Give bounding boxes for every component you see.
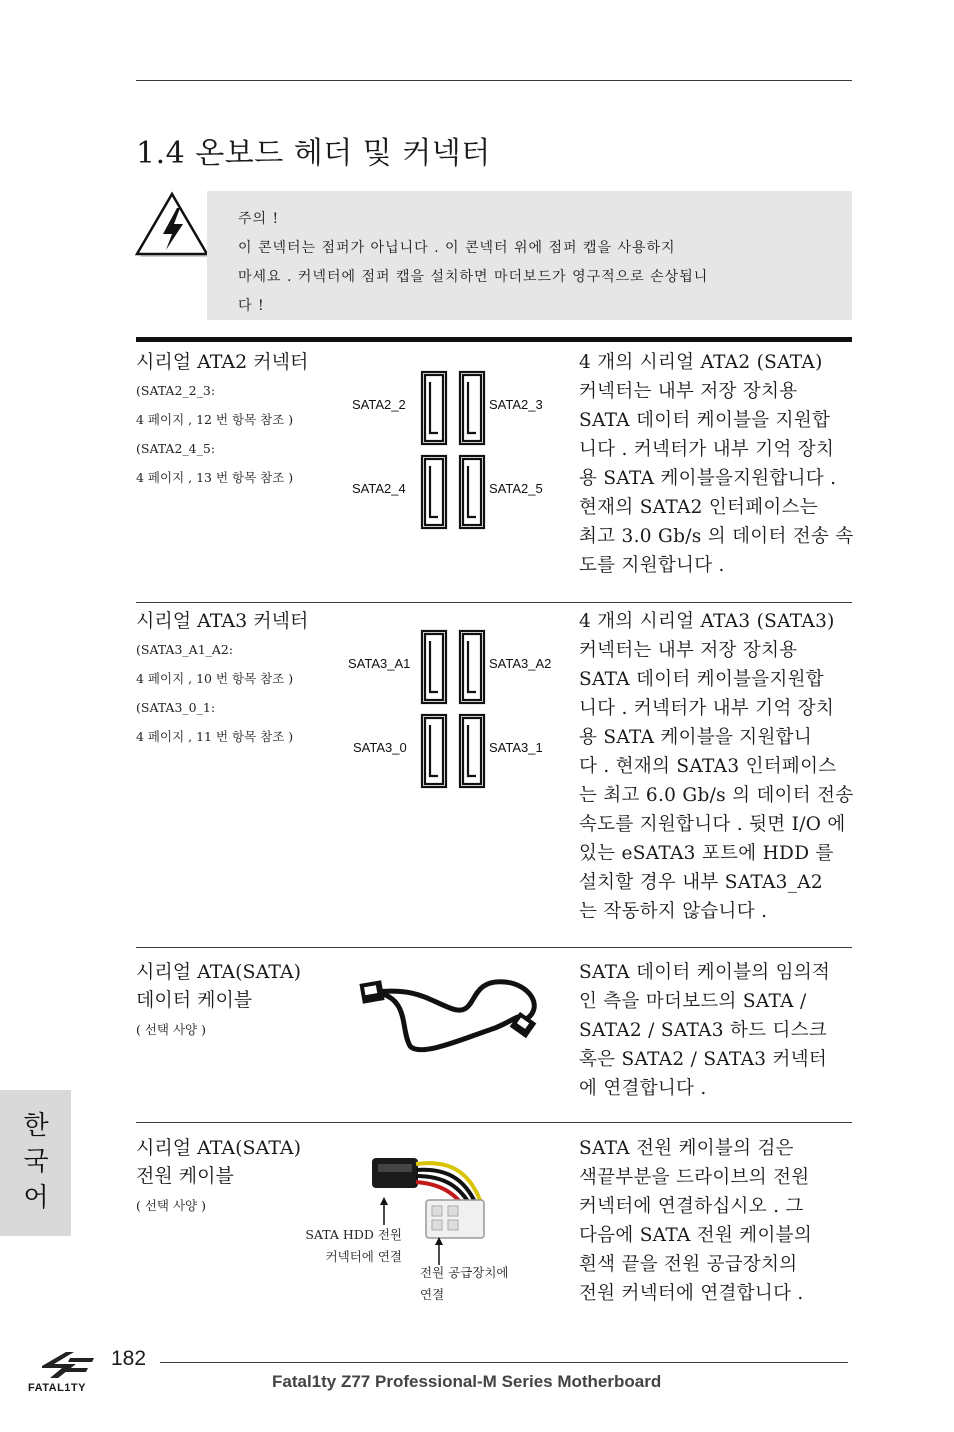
sata2-label-tl: SATA2_2	[352, 397, 406, 412]
cable-title	[136, 958, 301, 1014]
sata3-note: 4 페이지 , 10 번 항목 참조 )	[136, 671, 294, 686]
desc-line: SATA 데이터 케이블을지원합	[579, 669, 824, 690]
desc-line: 커넥터는 내부 저장 장치용	[579, 381, 798, 402]
desc-line: 니다 . 커넥터가 내부 기억 장치	[579, 698, 835, 719]
sata2-description	[579, 348, 854, 580]
sata2-note: 4 페이지 , 12 번 항목 참조 )	[136, 412, 294, 427]
language-side-tab	[0, 1090, 71, 1236]
desc-line: 현재의 SATA2 인터페이스는	[579, 497, 818, 518]
sata2-note: 4 페이지 , 13 번 항목 참조 )	[136, 470, 294, 485]
caution-line: 다 !	[238, 298, 265, 314]
power-description	[579, 1134, 812, 1308]
desc-line: 는 최고 6.0 Gb/s 의 데이터 전송	[579, 785, 854, 806]
desc-line: 도를 지원합니다 .	[579, 555, 725, 576]
sata2-label-bl: SATA2_4	[352, 481, 406, 496]
caution-line: 주의 !	[238, 211, 280, 227]
sata3-title: 시리얼 ATA3 커넥터	[136, 610, 309, 632]
desc-line: 색끝부분을 드라이브의 전원	[579, 1167, 810, 1188]
sata2-note: (SATA2_2_3:	[136, 383, 216, 398]
footer-rule	[160, 1362, 848, 1363]
sata-port-icon	[422, 715, 446, 787]
label-line: 전원 공급장치에	[420, 1265, 509, 1280]
desc-line: 전원 커넥터에 연결합니다 .	[579, 1283, 804, 1304]
hdd-power-label	[288, 1224, 402, 1268]
desc-line: SATA2 / SATA3 하드 디스크	[579, 1020, 828, 1041]
sata-port-icon	[422, 631, 446, 703]
power-title-line: 시리얼 ATA(SATA)	[136, 1137, 302, 1159]
sata3-note: (SATA3_0_1:	[136, 700, 216, 715]
footer-text: Fatal1ty Z77 Professional-M Series Motherboard	[272, 1372, 662, 1391]
page-title: 1.4 온보드 헤더 및 커넥터	[136, 136, 491, 171]
sata-port-icon	[422, 372, 446, 444]
language-tab-label: 한 국 어	[23, 1111, 49, 1213]
desc-line: 는 작동하지 않습니다 .	[579, 901, 768, 922]
sata-port-icon	[460, 372, 484, 444]
sata3-description	[579, 607, 854, 926]
sata-port-icon	[460, 715, 484, 787]
desc-line: 다 . 현재의 SATA3 인터페이스	[579, 756, 837, 777]
caution-line: 이 콘넥터는 점퍼가 아닙니다 . 이 콘넥터 위에 점퍼 캡을 사용하지	[238, 240, 676, 256]
desc-line: 커넥터는 내부 저장 장치용	[579, 640, 798, 661]
section-rule-thick	[136, 337, 852, 342]
desc-line: SATA 데이터 케이블의 임의적	[579, 962, 831, 983]
desc-line: 속도를 지원합니다 . 뒷면 I/O 에	[579, 814, 846, 835]
sata2-label-tr: SATA2_3	[489, 397, 543, 412]
desc-line: 다음에 SATA 전원 케이블의	[579, 1225, 812, 1246]
desc-line: SATA 데이터 케이블을 지원합	[579, 410, 831, 431]
desc-line: 인 측을 마더보드의 SATA /	[579, 991, 807, 1012]
desc-line: 용 SATA 케이블을 지원합니	[579, 727, 812, 748]
section-rule	[136, 1122, 852, 1123]
cable-title-line: 시리얼 ATA(SATA)	[136, 961, 302, 983]
caution-line: 마세요 . 커넥터에 점퍼 캡을 설치하면 마더보드가 영구적으로 손상됩니	[238, 269, 709, 285]
desc-line: 설치할 경우 내부 SATA3_A2	[579, 872, 823, 893]
cable-note: ( 선택 사양 )	[136, 1022, 206, 1037]
sata3-note: 4 페이지 , 11 번 항목 참조 )	[136, 729, 294, 744]
caution-text	[238, 205, 708, 321]
section-rule	[136, 602, 852, 603]
power-title	[136, 1134, 301, 1190]
sata2-note: (SATA2_4_5:	[136, 441, 216, 456]
arrow-up-icon	[378, 1197, 390, 1225]
page-number: 182	[111, 1347, 147, 1370]
sata3-label-br: SATA3_1	[489, 740, 543, 755]
sata3-connectors-diagram	[420, 629, 486, 791]
desc-line: 4 개의 시리얼 ATA2 (SATA)	[579, 352, 823, 373]
sata2-label-br: SATA2_5	[489, 481, 543, 496]
sata-port-icon	[460, 456, 484, 528]
desc-line: 니다 . 커넥터가 내부 기억 장치	[579, 439, 835, 460]
desc-line: 커넥터에 연결하십시오 . 그	[579, 1196, 804, 1217]
power-title-line: 전원 케이블	[136, 1165, 234, 1187]
sata-port-icon	[460, 631, 484, 703]
fatal1ty-logo-icon	[36, 1348, 100, 1382]
sata2-title: 시리얼 ATA2 커넥터	[136, 351, 309, 373]
sata3-note: (SATA3_A1_A2:	[136, 642, 234, 657]
desc-line: SATA 전원 케이블의 검은	[579, 1138, 794, 1159]
label-line: 커넥터에 연결	[325, 1249, 402, 1264]
section-rule	[136, 947, 852, 948]
desc-line: 4 개의 시리얼 ATA3 (SATA3)	[579, 611, 835, 632]
top-rule	[136, 80, 852, 81]
warning-icon	[133, 188, 211, 260]
desc-line: 혹은 SATA2 / SATA3 커넥터	[579, 1049, 828, 1070]
sata3-notes	[136, 635, 293, 751]
sata-plug-icon	[359, 980, 384, 1004]
label-line: SATA HDD 전원	[305, 1227, 402, 1242]
sata-data-cable-image	[355, 968, 555, 1060]
desc-line: 있는 eSATA3 포트에 HDD 를	[579, 843, 834, 864]
label-line: 연결	[420, 1287, 445, 1302]
sata3-label-tl: SATA3_A1	[348, 656, 411, 671]
sata-port-icon	[422, 456, 446, 528]
sata3-label-tr: SATA3_A2	[489, 656, 552, 671]
fatal1ty-logo-text: FATAL1TY	[28, 1382, 86, 1394]
cable-title-line: 데이터 케이블	[136, 989, 253, 1011]
sata3-label-bl: SATA3_0	[353, 740, 407, 755]
desc-line: 최고 3.0 Gb/s 의 데이터 전송 속	[579, 526, 854, 547]
arrow-up-icon	[433, 1237, 445, 1265]
cable-description	[579, 958, 830, 1103]
psu-label	[420, 1262, 509, 1306]
desc-line: 에 연결합니다 .	[579, 1078, 707, 1099]
sata2-notes	[136, 376, 293, 492]
sata2-connectors-diagram	[420, 370, 486, 532]
power-note: ( 선택 사양 )	[136, 1198, 206, 1213]
desc-line: 흰색 끝을 전원 공급장치의	[579, 1254, 798, 1275]
desc-line: 용 SATA 케이블을지원합니다 .	[579, 468, 837, 489]
